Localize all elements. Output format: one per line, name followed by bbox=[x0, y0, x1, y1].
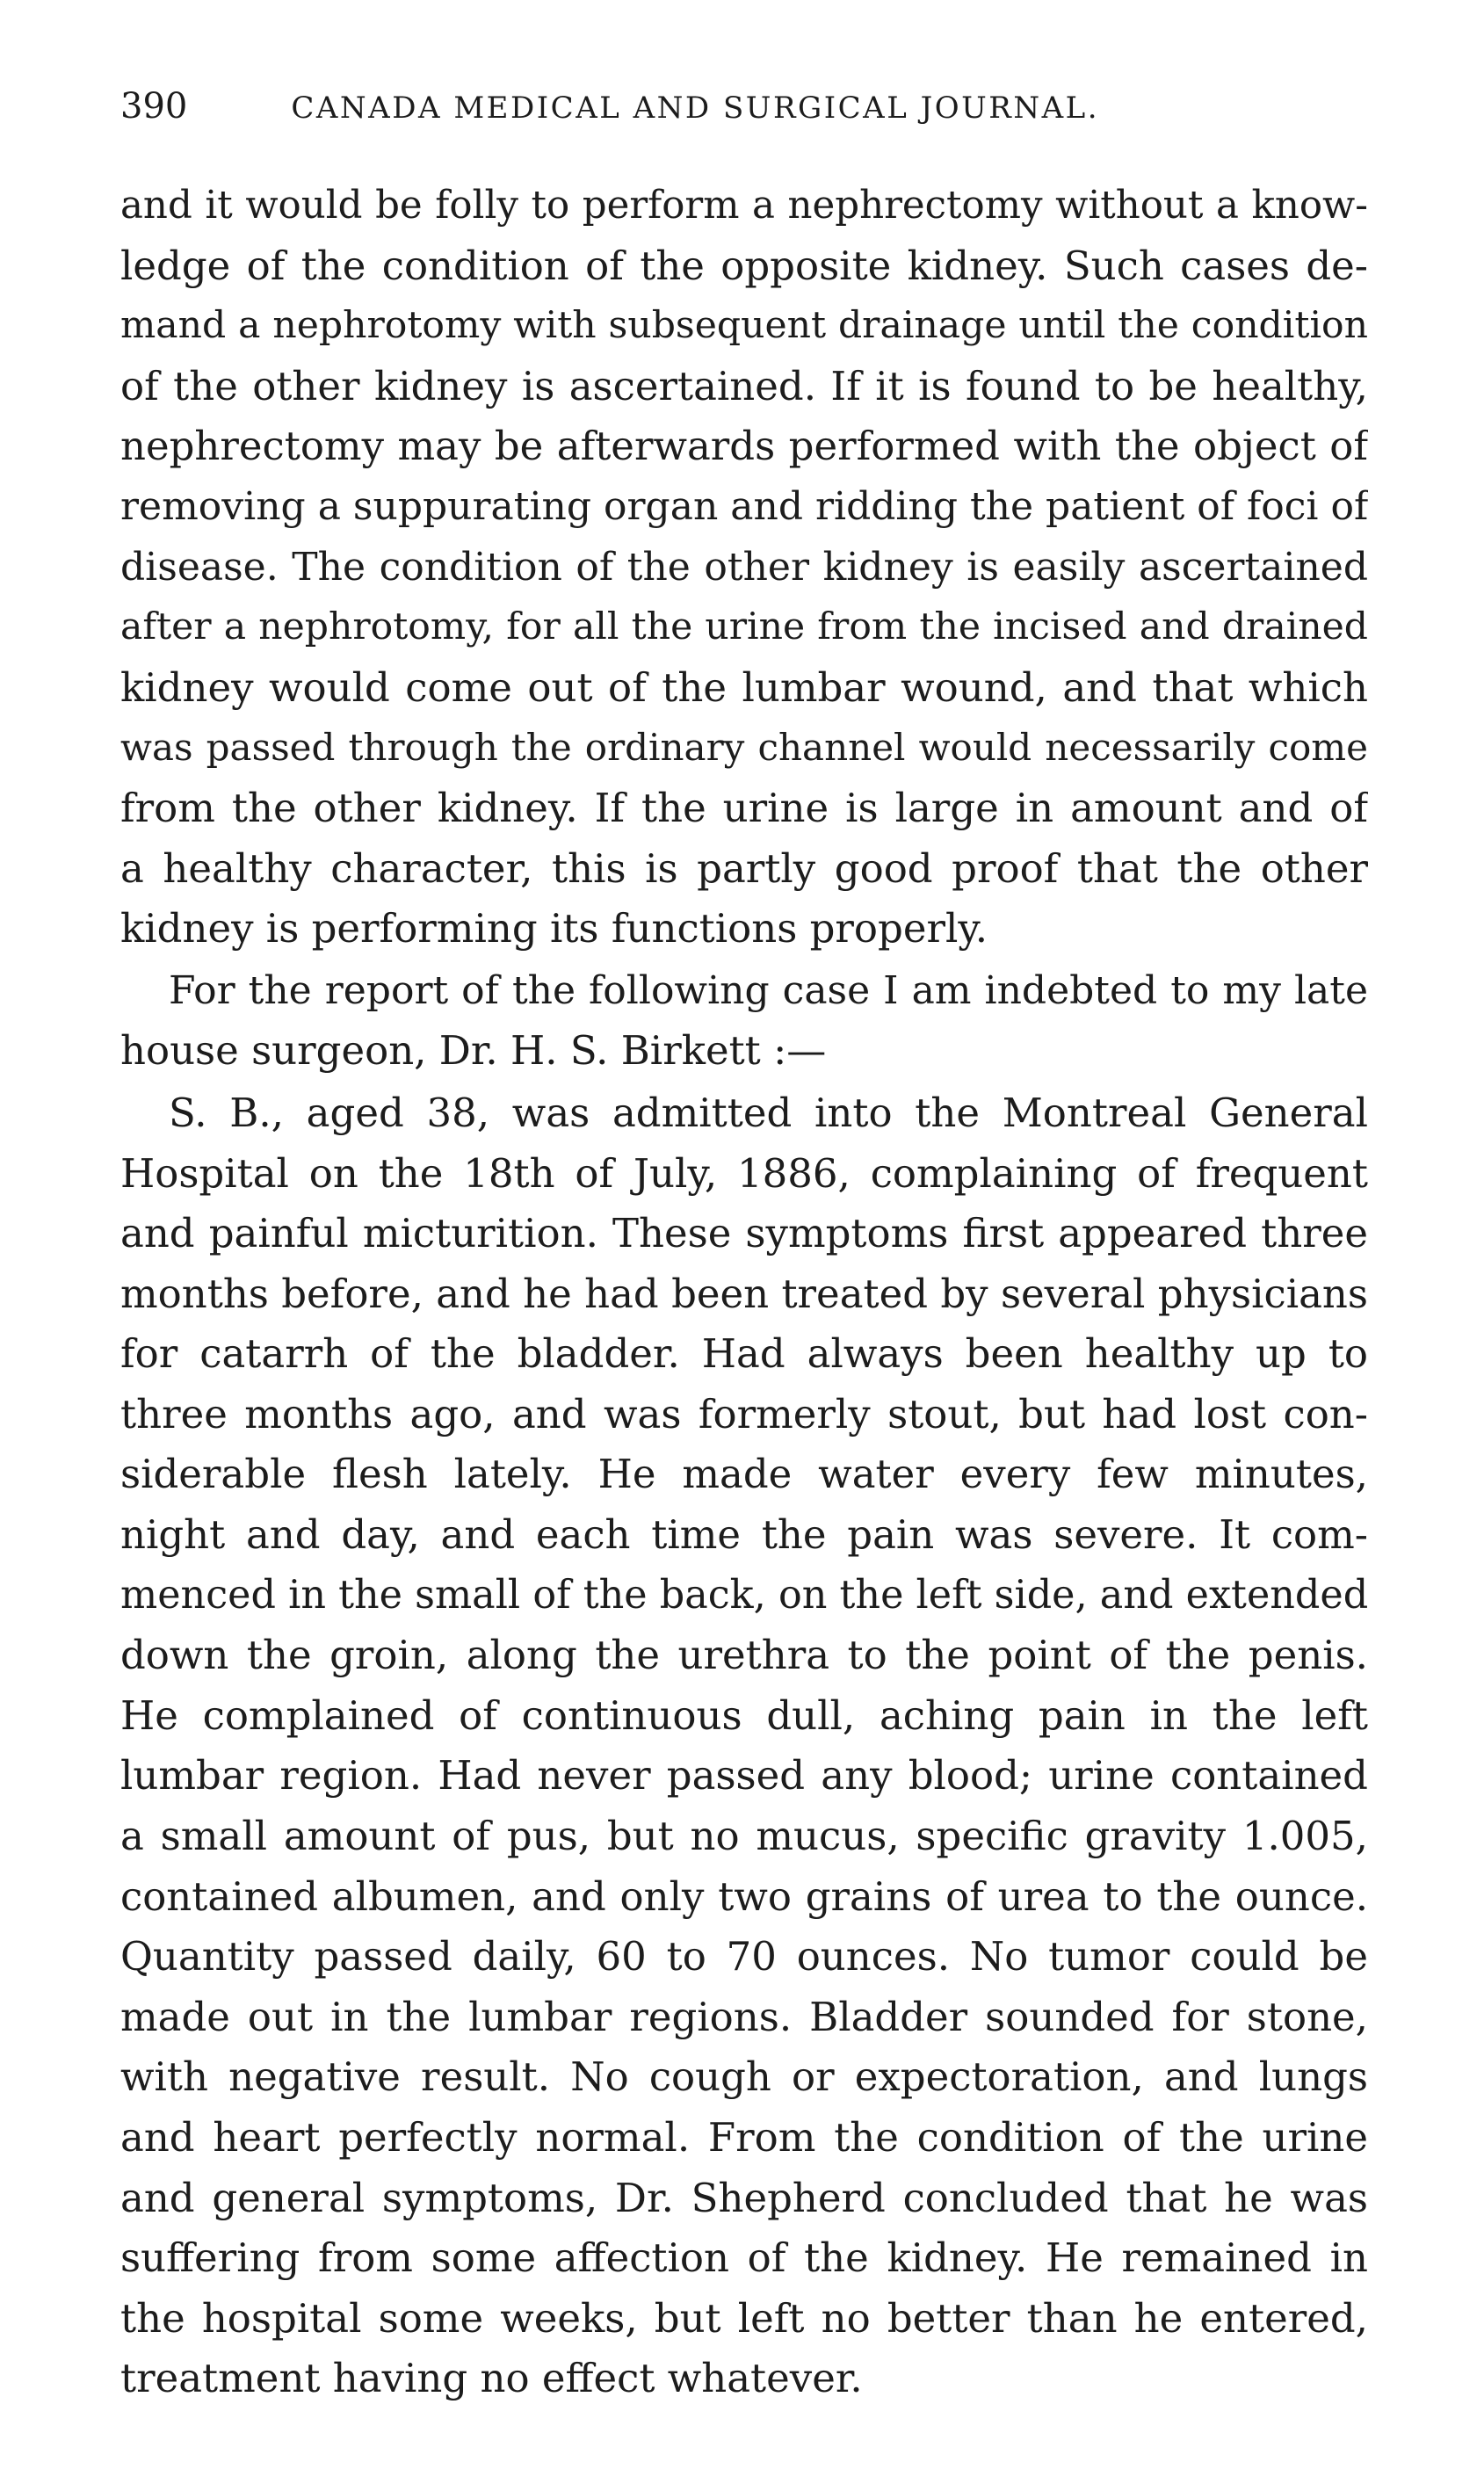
text-line: For the report of the following case I am indebted to my late bbox=[169, 967, 1368, 1013]
journal-title: CANADA MEDICAL AND SURGICAL JOURNAL. bbox=[291, 91, 1100, 126]
text-line: siderable flesh lately. He made water every few minutes, bbox=[120, 1451, 1368, 1498]
text-line: S. B., aged 38, was admitted into the Montreal General bbox=[169, 1089, 1368, 1136]
text-line: three months ago, and was formerly stout, but had lost con- bbox=[120, 1390, 1368, 1437]
text-line: and heart perfectly normal. From the condition of the urine bbox=[120, 2114, 1368, 2161]
text-line: treatment having no effect whatever. bbox=[120, 2355, 863, 2402]
text-line: the hospital some weeks, but left no better than he entered, bbox=[120, 2294, 1368, 2342]
text-line: and it would be folly to perform a nephrectomy without a know- bbox=[120, 184, 1368, 228]
paragraph-nephrotomy-rationale bbox=[120, 176, 1368, 959]
text-line: and painful micturition. These symptoms first appeared three bbox=[120, 1210, 1368, 1257]
text-line: down the groin, along the urethra to the point of the penis. bbox=[120, 1632, 1368, 1679]
text-line: was passed through the ordinary channel would necessarily come bbox=[120, 726, 1368, 770]
text-line: menced in the small of the back, on the left side, and extended bbox=[120, 1572, 1368, 1618]
text-line: He complained of continuous dull, aching pain in the left bbox=[120, 1691, 1368, 1739]
text-line: months before, and he had been treated by several physicians bbox=[120, 1270, 1368, 1317]
text-line: ledge of the condition of the opposite kidney. Such cases de- bbox=[120, 242, 1368, 289]
text-line: night and day, and each time the pain was severe. It com- bbox=[120, 1511, 1368, 1559]
text-line: house surgeon, Dr. H. S. Birkett :— bbox=[120, 1027, 827, 1075]
text-line: made out in the lumbar regions. Bladder sounded for stone, bbox=[120, 1993, 1368, 2040]
text-line: a healthy character, this is partly good proof that the other bbox=[120, 844, 1368, 892]
text-line: mand a nephrotomy with subsequent drainage until the condition bbox=[120, 304, 1368, 348]
text-line: after a nephrotomy, for all the urine from the incised and drained bbox=[120, 605, 1368, 649]
text-line: a small amount of pus, but no mucus, specific gravity 1.005, bbox=[120, 1813, 1368, 1860]
text-line: from the other kidney. If the urine is large in amount and of bbox=[120, 784, 1368, 831]
text-line: kidney would come out of the lumbar wound, and that which bbox=[120, 663, 1368, 711]
text-line: with negative result. No cough or expectoration, and lungs bbox=[120, 2053, 1368, 2101]
text-line: and general symptoms, Dr. Shepherd concluded that he was bbox=[120, 2174, 1368, 2221]
running-head bbox=[120, 86, 1368, 139]
text-line: removing a suppurating organ and ridding the patient of foci of bbox=[120, 483, 1368, 529]
text-line: Hospital on the 18th of July, 1886, complaining of frequent bbox=[120, 1149, 1368, 1197]
paragraph-case-report bbox=[120, 1083, 1368, 2409]
text-line: nephrectomy may be afterwards performed with the object of bbox=[120, 423, 1368, 470]
text-line: of the other kidney is ascertained. If it is found to be healthy, bbox=[120, 362, 1368, 409]
text-line: lumbar region. Had never passed any blood; urine contained bbox=[120, 1752, 1368, 1799]
page-number: 390 bbox=[120, 86, 188, 127]
text-line: for catarrh of the bladder. Had always been healthy up to bbox=[120, 1330, 1368, 1378]
article-body bbox=[120, 176, 1368, 2409]
text-line: disease. The condition of the other kidney is easily ascertained bbox=[120, 544, 1368, 590]
text-line: Quantity passed daily, 60 to 70 ounces. No tumor could be bbox=[120, 1933, 1368, 1980]
paragraph-case-acknowledgement bbox=[120, 961, 1368, 1082]
text-line: contained albumen, and only two grains of urea to the ounce. bbox=[120, 1872, 1368, 1920]
text-line: kidney is performing its functions properly. bbox=[120, 905, 988, 952]
text-line: suffering from some affection of the kidney. He remained in bbox=[120, 2234, 1368, 2282]
